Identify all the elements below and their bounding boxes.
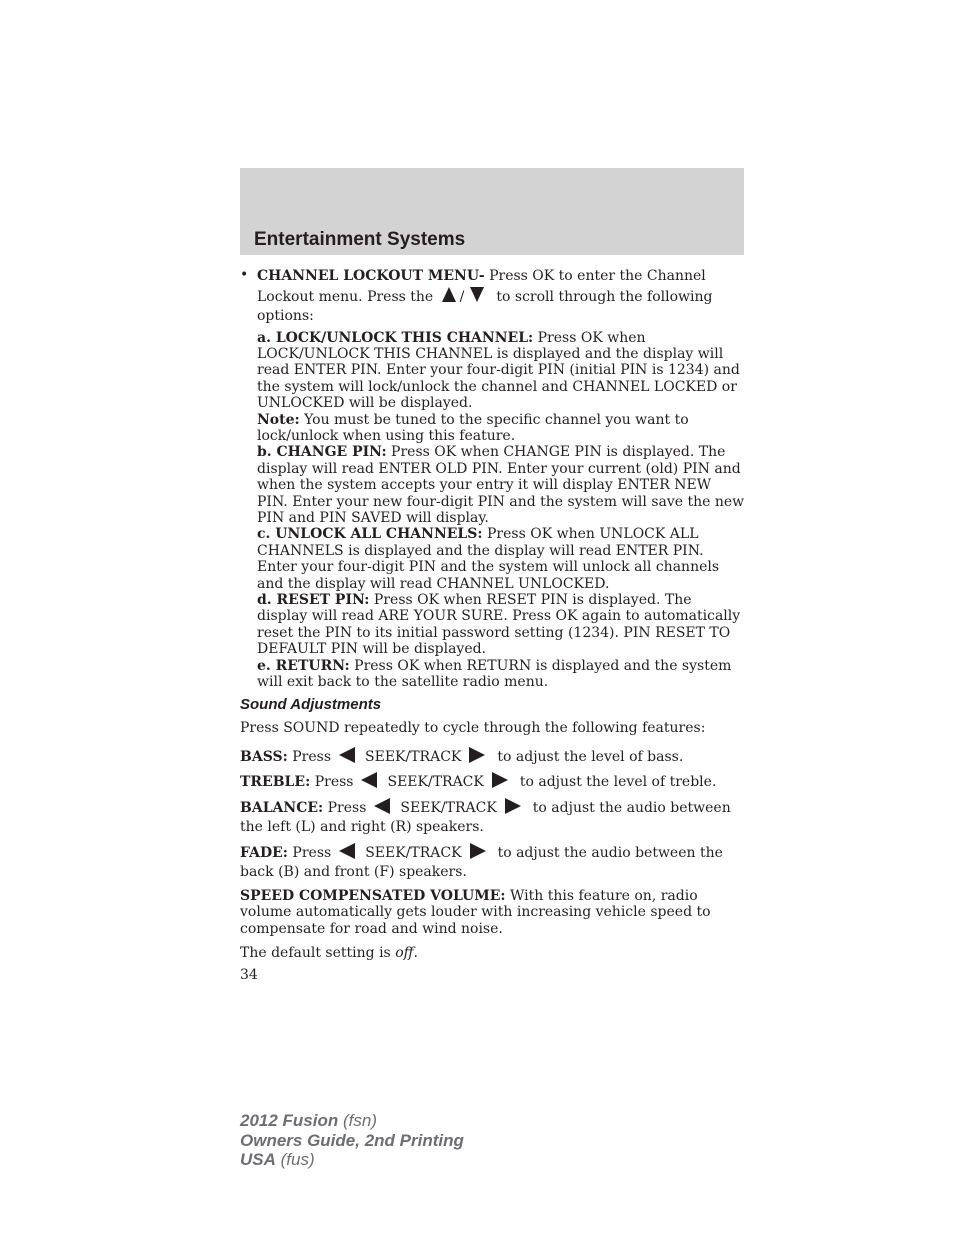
balance-feature: [240, 798, 745, 838]
option-text: Press OK when RESET PIN is displayed. The display will read ARE YOUR SURE. Press OK again to automatically reset the PIN to its initial password setting (1234). PIN RESET TO DEFAULT PIN will be displayed.: [257, 592, 741, 658]
feature-text: to adjust the level of treble.: [519, 774, 717, 791]
fade-feature: [240, 843, 745, 883]
channel-lockout-text-after: to scroll through the following options:: [257, 288, 713, 324]
arrow-separator: /: [459, 288, 465, 305]
channel-lockout-label: CHANNEL LOCKOUT MENU-: [257, 268, 485, 284]
option-label: e. RETURN:: [257, 657, 350, 674]
option-return: [257, 658, 745, 691]
down-arrow-icon: [470, 287, 484, 302]
default-prefix: The default setting is: [240, 945, 396, 962]
footer-model-code: (fsn): [338, 1111, 377, 1130]
press-word: Press: [314, 774, 354, 791]
seek-right-icon: [469, 747, 485, 763]
footer-region-code: (fus): [275, 1150, 315, 1169]
option-label: Note:: [257, 411, 300, 428]
speed-compensated-volume: [240, 888, 745, 937]
option-text: You must be tuned to the specific channel you want to lock/unlock when using this feature.: [257, 411, 689, 444]
option-text: Press OK when LOCK/UNLOCK THIS CHANNEL is displayed and the display will read ENTER PIN. Enter your four-digit PIN (initial PIN is 1234) and the system will lock/unlock the channel and CHANNEL LOCKED or UNLOCKED will be displayed.: [257, 329, 740, 412]
option-note: [257, 412, 745, 445]
feature-label: BALANCE:: [240, 799, 324, 816]
feature-text: to adjust the level of bass.: [497, 748, 684, 765]
footer-guide-line: [240, 1131, 464, 1151]
footer-guide: Owners Guide, 2nd Printing: [240, 1130, 464, 1150]
option-label: a. LOCK/UNLOCK THIS CHANNEL:: [257, 329, 534, 346]
footer-region-line: [240, 1150, 464, 1170]
press-word: Press: [292, 748, 332, 765]
feature-text: to adjust the audio between the back (B) and front (F) speakers.: [240, 844, 723, 881]
option-reset-pin: [257, 592, 745, 658]
channel-lockout-options: [257, 330, 745, 691]
section-title: Entertainment Systems: [254, 229, 466, 250]
feature-text: to adjust the audio between the left (L) and right (R) speakers.: [240, 799, 731, 836]
seek-track-label: SEEK/TRACK: [365, 748, 462, 765]
seek-right-icon: [470, 843, 486, 859]
option-label: b. CHANGE PIN:: [257, 444, 387, 461]
option-text: Press OK when CHANGE PIN is displayed. The display will read ENTER OLD PIN. Enter your current (old) PIN and when the system accepts your entry it will display ENTER NEW PIN. Enter your new four-digit PIN and the system will save the new PIN and PIN SAVED will display.: [257, 444, 745, 526]
option-text: Press OK when RETURN is displayed and the system will exit back to the satellite radio menu.: [257, 657, 732, 691]
sound-intro: Press SOUND repeatedly to cycle through the following features:: [240, 720, 706, 737]
up-arrow-icon: [442, 287, 456, 302]
bullet-marker: •: [240, 267, 249, 283]
default-value: off: [395, 945, 414, 962]
seek-left-icon: [361, 772, 377, 788]
option-lock-unlock: [257, 330, 745, 412]
seek-right-icon: [505, 798, 521, 814]
option-label: c. UNLOCK ALL CHANNELS:: [257, 526, 483, 543]
footer-model-line: [240, 1111, 464, 1131]
channel-lockout-bullet: [240, 267, 745, 690]
footer-region: USA: [240, 1150, 276, 1169]
channel-lockout-intro: [257, 267, 745, 327]
feature-label: FADE:: [240, 844, 288, 861]
seek-track-label: SEEK/TRACK: [400, 799, 497, 816]
channel-lockout-text: Press OK to enter the Channel Lockout menu. Press the: [257, 268, 706, 305]
page-content: [240, 267, 745, 984]
press-word: Press: [292, 844, 332, 861]
seek-track-label: SEEK/TRACK: [387, 774, 484, 791]
press-word: Press: [327, 799, 367, 816]
default-suffix: .: [413, 945, 418, 962]
page-number: 34: [240, 967, 258, 984]
option-change-pin: [257, 444, 745, 526]
option-unlock-all: [257, 526, 745, 592]
feature-label: TREBLE:: [240, 774, 311, 791]
feature-label: BASS:: [240, 748, 288, 765]
sound-adjustments-heading: Sound Adjustments: [240, 696, 382, 714]
feature-text: With this feature on, radio volume automatically gets louder with increasing vehicle speed to compensate for road and wind noise.: [240, 887, 711, 937]
seek-right-icon: [492, 772, 508, 788]
seek-track-label: SEEK/TRACK: [365, 844, 462, 861]
treble-feature: [240, 772, 745, 793]
bass-feature: [240, 747, 745, 768]
default-setting: [240, 945, 745, 961]
option-label: d. RESET PIN:: [257, 592, 370, 608]
seek-left-icon: [339, 747, 355, 763]
option-text: Press OK when UNLOCK ALL CHANNELS is displayed and the display will read ENTER PIN. Enter your four-digit PIN and the system will unlock all channels and the display will read CHANNEL UNLOCKED.: [257, 526, 720, 592]
feature-label: SPEED COMPENSATED VOLUME:: [240, 887, 506, 904]
section-header-band: [240, 168, 744, 255]
seek-left-icon: [339, 843, 355, 859]
document-footer: [240, 1111, 464, 1170]
seek-left-icon: [374, 798, 390, 814]
footer-model: 2012 Fusion: [240, 1111, 339, 1130]
